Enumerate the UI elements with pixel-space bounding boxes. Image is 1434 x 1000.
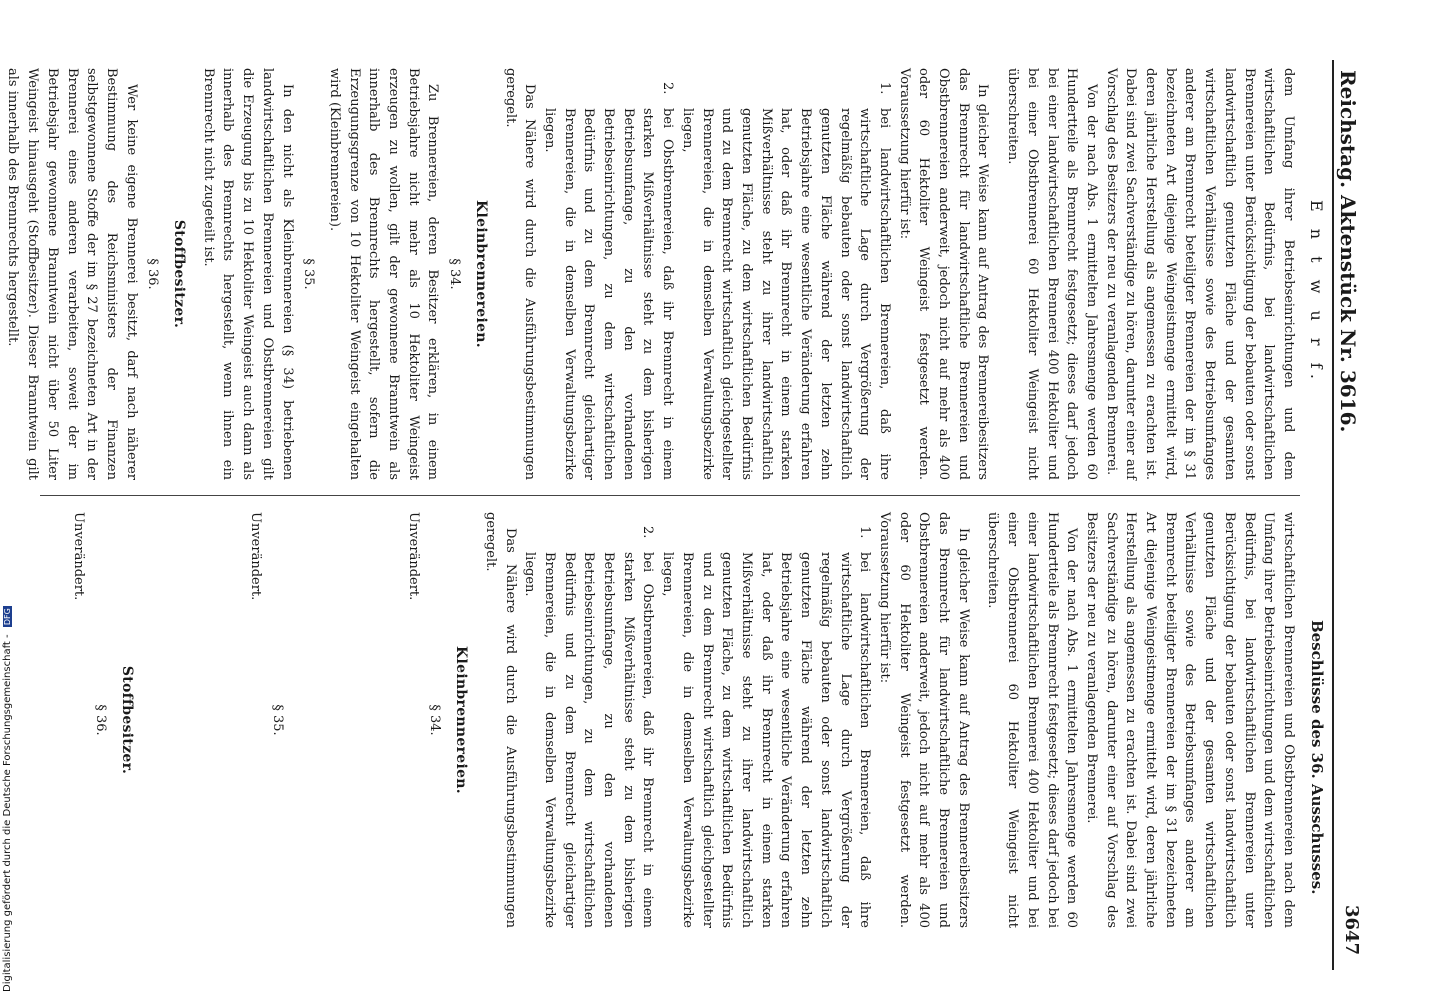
- left-list-text-2: bei Obstbrennereien, daß ihr Brennrecht in einem starken Mißverhältnisse steht zu dem bisherigen Betriebsumfange, zu den vorhandenen Betriebseinrichtungen, zu dem wirtschaftlichen Bedürfnis und zu dem Brennrecht gleichartiger Brennereien, die in demselben Verwaltungsbezirke liegen.: [541, 108, 676, 480]
- right-paragraph-2: Von der nach Abs. 1 ermittelten Jahresmenge werden 60 Hundertteile als Brennrecht festgesetzt; dieses darf jedoch bei einer landwirtschaftlichen Brennerei 400 Hektoliter und bei einer Obstbrennerei 60 Hektoliter Weingeist nicht überschreiten.: [985, 512, 1080, 928]
- column-divider: [40, 495, 1300, 496]
- credit-text: Digitalisierung gefördert durch die Deutsche Forschungsgemeinschaft -: [2, 634, 13, 992]
- dfg-logo-icon: DFG: [3, 608, 12, 626]
- right-list-item-1: [658, 512, 875, 928]
- page-number: 3647: [1341, 905, 1362, 956]
- right-column: [69, 512, 1298, 928]
- right-list-item-2: [520, 512, 658, 928]
- header-rule: [1332, 60, 1334, 970]
- left-section-35: § 35.: [301, 258, 317, 290]
- right-section-35: § 35.: [270, 704, 286, 736]
- right-list-number-2: 2.: [640, 526, 656, 539]
- right-unchanged-34: Unverändert.: [405, 512, 421, 601]
- left-paragraph-34: Zu Brennereien, deren Besitzer erklären, in einem Betriebsjahre nicht mehr als 10 Hektoliter Weingeist erzeugen zu wollen, gilt der gewonnene Branntwein als innerhalb des Brennrechts hergestellt, sofern die Erzeugungsgrenze von 10 Hektoliter Weingeist eingehalten wird (Kleinbrennereien).: [326, 68, 441, 480]
- left-heading-stoffbesitzer: Stoffbesitzer.: [171, 219, 188, 329]
- left-column-heading: E n t w u r f.: [1307, 200, 1326, 386]
- left-heading-kleinbrennereien: Kleinbrennereien.: [472, 200, 489, 348]
- right-column-heading: Beschlüsse des 36. Ausschusses.: [1308, 620, 1326, 895]
- left-list-text-1: bei landwirtschaftlichen Brennereien, daß ihre wirtschaftliche Lage durch Vergrößerung der regelmäßig bebauten oder sonst landwirtschaftlich genutzten Fläche während der letzten zehn Betriebsjahre eine wesentliche Veränderung erfahren hat, oder daß ihr Brennrecht in einem starken Mißverhältnisse steht zu ihrer landwirtschaftlich genutzten Fläche, zu dem wirtschaftlichen Bedürfnis und zu dem Brennrecht wirtschaftlich gleichgestellter Brennereien, die in demselben Verwaltungsbezirke liegen,: [679, 108, 892, 480]
- right-paragraph-3: In gleicher Weise kann auf Antrag des Brennereibesitzers das Brennrecht für landwirtschaftliche Brennereien und Obstbrennereien anderweit, jedoch nicht auf mehr als 400 oder 60 Hektoliter Weingeist festgesetzt werden. Voraussetzung hierfür ist:: [876, 512, 971, 928]
- left-paragraph-3: In gleicher Weise kann auf Antrag des Brennereibesitzers das Brennrecht für landwirtschaftliche Brennereien und Obstbrennereien anderweit, jedoch nicht auf mehr als 400 oder 60 Hektoliter Weingeist festgesetzt werden. Voraussetzung hierfür ist:: [896, 68, 991, 480]
- left-list-number-1: 1.: [876, 82, 892, 95]
- right-unchanged-36: Unverändert.: [71, 512, 87, 601]
- right-heading-kleinbrennereien: Kleinbrennereien.: [453, 646, 470, 794]
- right-list-number-1: 1.: [857, 526, 873, 539]
- left-paragraph-2: Von der nach Abs. 1 ermittelten Jahresmenge werden 60 Hundertteile als Brennrecht festgesetzt; dieses darf jedoch bei einer landwirtschaftlichen Brennerei 400 Hektoliter und bei einer Obstbrennerei 60 Hektoliter Weingeist nicht überschreiten.: [1005, 68, 1099, 480]
- right-section-36: § 36.: [92, 704, 108, 736]
- left-paragraph-36: Wer keine eigene Brennerei besitzt, darf nach näherer Bestimmung des Reichsministers der Finanzen selbstgewonnene Stoffe der im § 27 bezeichneten Art in der Brennerei eines anderen verarbeiten, soweit der im Betriebsjahr gewonnene Branntwein nicht über 50 Liter Weingeist hinausgeht (Stoffbesitzer). Dieser Branntwein gilt als innerhalb des Brennrechts hergestellt.: [5, 68, 139, 480]
- page-header-title: Reichstag. Aktenstück Nr. 3616.: [1336, 70, 1360, 433]
- left-list-item-1: [677, 68, 894, 480]
- right-section-34: § 34.: [427, 704, 443, 736]
- right-list-text-2: bei Obstbrennereien, daß ihr Brennrecht in einem starken Mißverhältnisse steht zu dem bisherigen Betriebsumfange, zu den vorhandenen Betriebseinrichtungen, zu dem wirtschaftlichen Bedürfnis und zu dem Brennrecht gleichartiger Brennereien, die in demselben Verwaltungsbezirke liegen.: [522, 552, 656, 928]
- left-paragraph-1: dem Umfang ihrer Betriebseinrichtungen und dem wirtschaftlichen Bedürfnis, bei landwirtschaftlichen Brennereien unter Berücksichtigung der bebauten oder sonst landwirtschaftlich genutzten Fläche und der gesamten wirtschaftlichen Verhältnisse sowie des Betriebsumfanges anderer am Brennrecht beteiligter Brennereien der im § 31 bezeichneten Art diejenige Weingeistmenge ermittelt wird, deren jährliche Herstellung als angemessen zu erachten ist. Dabei sind zwei Sachverständige zu hören, darunter einer auf Vorschlag des Besitzers der neu zu veranlagenden Brennerei.: [1103, 68, 1296, 480]
- right-unchanged-35: Unverändert.: [248, 512, 264, 601]
- right-heading-stoffbesitzer: Stoffbesitzer.: [118, 665, 135, 775]
- left-list-item-2: [539, 68, 677, 480]
- right-paragraph-1: wirtschaftlichen Brennereien und Obstbrennereien nach dem Umfang ihrer Betriebseinrichtungen und dem wirtschaftlichen Bedürfnis, bei landwirtschaftlichen Brennereien unter Berücksichtigung der bebauten oder sonst landwirtschaftlich genutzten Fläche und der gesamten wirtschaftlichen Verhältnisse sowie des Betriebsumfanges anderer am Brennrecht beteiligter Brennereien der im § 31 bezeichneten Art diejenige Weingeistmenge ermittelt wird, deren jährliche Herstellung als angemessen zu erachten ist. Dabei sind zwei Sachverständige zu hören, darunter einer auf Vorschlag des Besitzers der neu zu veranlagenden Brennerei.: [1083, 512, 1296, 928]
- left-column: [3, 68, 1298, 480]
- left-section-36: § 36.: [145, 258, 161, 290]
- left-paragraph-4: Das Nähere wird durch die Ausführungsbestimmungen geregelt.: [502, 68, 538, 480]
- digitization-credit: [2, 606, 13, 992]
- left-section-34: § 34.: [447, 258, 463, 290]
- left-list-number-2: 2.: [660, 82, 676, 95]
- right-list-text-1: bei landwirtschaftlichen Brennereien, daß ihre wirtschaftliche Lage durch Vergrößerung der regelmäßig bebauten oder sonst landwirtschaftlich genutzten Fläche während der letzten zehn Betriebsjahre eine wesentliche Veränderung erfahren hat, oder daß ihr Brennrecht in einem starken Mißverhältnisse steht zu ihrer landwirtschaftlich genutzten Fläche, zu dem wirtschaftlichen Bedürfnis und zu dem Brennrecht wirtschaftlich gleichgestellter Brennereien, die in demselben Verwaltungsbezirke liegen,: [660, 552, 873, 928]
- left-paragraph-35: In den nicht als Kleinbrennereien (§ 34) betriebenen landwirtschaftlichen Brennereien und Obstbrennereien gilt die Erzeugung bis zu 10 Hektoliter Weingeist auch dann als innerhalb des Brennrechts hergestellt, wenn ihnen ein Brennrecht nicht zugeteilt ist.: [200, 68, 295, 480]
- right-paragraph-4: Das Nähere wird durch die Ausführungsbestimmungen geregelt.: [482, 512, 518, 928]
